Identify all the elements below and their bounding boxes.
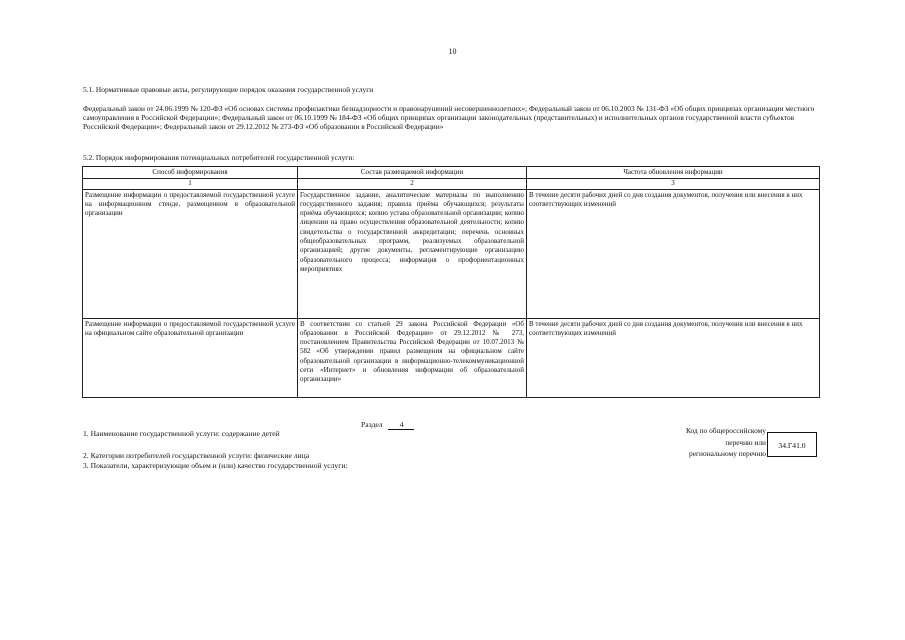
content-cell: В соответствии со статьей 29 закона Российской Федерации «Об образовании в Российской Федерации» от 29.12.2012 № 273, постановлением Правительства Российской Федерации от 10.07.2013 № 582 «Об утверждении правил размещения на официальном сайте образовательной организации в информационно-телекоммуникационной сети «Интернет» и обновления информации об образовательной организации» <box>298 318 527 397</box>
page-number: 10 <box>448 47 457 56</box>
code-label-line: перечню или <box>725 437 766 447</box>
razdel-heading <box>361 420 414 430</box>
frequency-cell: В течение десяти рабочих дней со дня создания документов, получения или внесения в них соответствующих изменений <box>527 189 820 318</box>
indicators-heading: 3. Показатели, характеризующие объем и (или) качество государственной услуги: <box>83 461 348 470</box>
header-method: Способ информирования <box>83 167 298 179</box>
column-number: 1 <box>83 179 298 189</box>
method-cell: Размещение информации о предоставляемой государственной услуге на информационном стенде, размещенном в образовательной организации <box>83 189 298 318</box>
information-table <box>82 166 820 398</box>
section-5-1-heading: 5.1. Нормативные правовые акты, регулирующие порядок оказания государственной услуги <box>83 85 374 94</box>
code-label <box>640 425 766 460</box>
content-cell: Государственное задание, аналитические материалы по выполнению государственного задания; правила приёма обучающихся; результаты приёма обучающихся; копию устава образовательной организации; копию лицензии на право осуществления образовательной деятельности; копию свидетельства о государственной аккредитации; перечень основных общеобразовательных программ, реализуемых образовательной организацией; другие документы, регламентирующие организацию образовательного процесса; информация о профориентационных мероприятиях <box>298 189 527 318</box>
code-value-box: 34.Г41.0 <box>767 432 817 457</box>
column-number: 3 <box>527 179 820 189</box>
service-name: 1. Наименование государственной услуги: содержание детей <box>83 429 280 438</box>
column-number: 2 <box>298 179 527 189</box>
header-frequency: Частота обновления информации <box>527 167 820 179</box>
method-cell: Размещение информации о предоставляемой государственной услуге на официальном сайте образовательной организации <box>83 318 298 397</box>
razdel-number: 4 <box>388 420 414 430</box>
table-row <box>83 189 820 318</box>
code-label-line: Код по общероссийскому <box>685 426 766 435</box>
table-header-row <box>83 167 820 179</box>
razdel-label: Раздел <box>361 420 383 429</box>
table-number-row <box>83 179 820 189</box>
section-5-2-heading: 5.2. Порядок информирования потенциальных потребителей государственной услуги: <box>83 153 355 162</box>
header-content: Состав размещаемой информации <box>298 167 527 179</box>
code-label-line: региональному перечню <box>689 449 766 459</box>
legal-acts-text: Федеральный закон от 24.06.1999 № 120-ФЗ «Об основах системы профилактики безнадзорности и правонарушений несовершеннолетних»; Федеральный закон от 06.10.2003 № 131-ФЗ «Об общих принципах организации местного самоуправления в Российской Федерации»; Федеральный закон от 06.10.1999 № 184-ФЗ «Об общих принципах организации законодательных (представительных) и исполнительных органов государственной власти субъектов Российской Федерации»; Федеральный закон от 29.12.2012 № 273-ФЗ «Об образовании в Российской Федерации» <box>83 104 815 132</box>
frequency-cell: В течение десяти рабочих дней со дня создания документов, получения или внесения в них соответствующих изменений <box>527 318 820 397</box>
consumer-category: 2. Категории потребителей государственной услуги: физические лица <box>83 451 310 460</box>
table-row <box>83 318 820 397</box>
